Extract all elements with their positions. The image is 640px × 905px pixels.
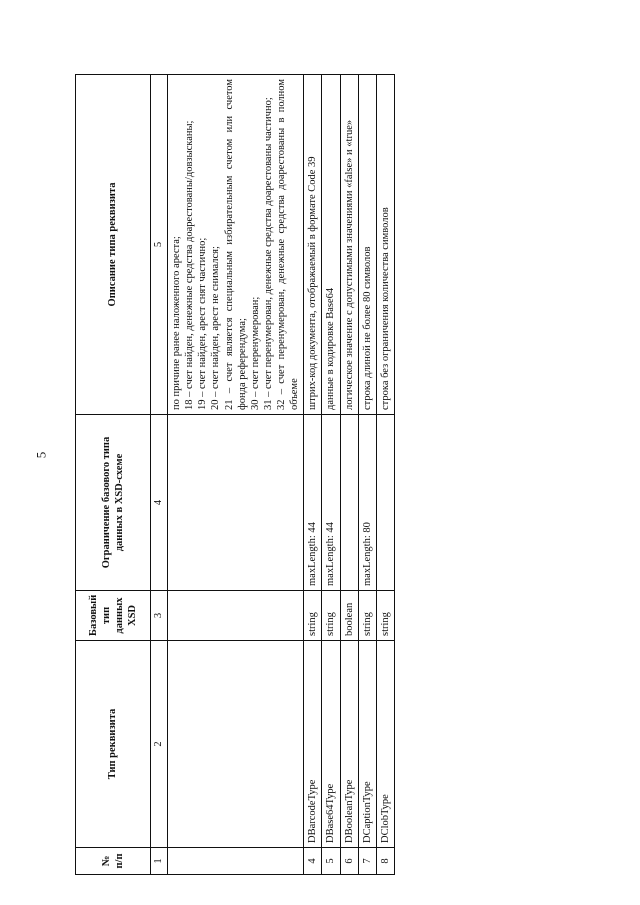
row-type: DCaptionType xyxy=(358,641,376,848)
header-base: Базовый тип данных XSD xyxy=(76,591,151,641)
page-number: 5 xyxy=(33,451,49,459)
header-num: № п/п xyxy=(76,848,151,875)
table-row xyxy=(358,75,376,875)
row-num: 6 xyxy=(340,848,358,875)
row-description: логическое значение с допустимыми значениями «false» и «true» xyxy=(340,75,358,415)
row-restriction xyxy=(340,415,358,591)
row-description: штрих-код документа, отображаемый в формате Code 39 xyxy=(304,75,322,415)
table-row xyxy=(322,75,340,875)
row-type: DBase64Type xyxy=(322,641,340,848)
continued-description-cell xyxy=(168,75,304,415)
row-base: string xyxy=(358,591,376,641)
row-base: string xyxy=(322,591,340,641)
row-num: 4 xyxy=(304,848,322,875)
table-row xyxy=(340,75,358,875)
row-description: строка длиной не более 80 символов xyxy=(358,75,376,415)
row-num: 7 xyxy=(358,848,376,875)
header-row xyxy=(76,75,151,875)
table-row xyxy=(304,75,322,875)
column-number-row xyxy=(151,75,168,875)
row-restriction: maxLength: 44 xyxy=(304,415,322,591)
row-restriction: maxLength: 44 xyxy=(322,415,340,591)
description-line: 32 – счет перенумерован, денежные средства доарестованы в полном объеме xyxy=(276,79,301,410)
column-number: 1 xyxy=(151,848,168,875)
description-line: 21 – счет является специальным избирательным счетом или счетом фонда референдума; xyxy=(223,79,248,410)
row-restriction xyxy=(376,415,394,591)
column-number: 2 xyxy=(151,641,168,848)
row-base: boolean xyxy=(340,591,358,641)
column-number: 3 xyxy=(151,591,168,641)
row-base: string xyxy=(304,591,322,641)
row-description: строка без ограничения количества символов xyxy=(376,75,394,415)
header-description: Описание типа реквизита xyxy=(76,75,151,415)
row-type: DBooleanType xyxy=(340,641,358,848)
description-line: 18 – счет найден, денежные средства доарестованы/довзысканы; xyxy=(184,120,196,410)
table-row-continued xyxy=(168,75,304,875)
description-line: 31 – счет перенумерован, денежные средства доарестованы частично; xyxy=(262,97,274,410)
header-type: Тип реквизита xyxy=(76,641,151,848)
rotated-page-content xyxy=(75,75,568,875)
row-num: 8 xyxy=(376,848,394,875)
row-restriction: maxLength: 80 xyxy=(358,415,376,591)
row-type: DBarcodeType xyxy=(304,641,322,848)
table-row xyxy=(376,75,394,875)
row-type: DClobType xyxy=(376,641,394,848)
column-number: 4 xyxy=(151,415,168,591)
column-number: 5 xyxy=(151,75,168,415)
description-line: 19 – счет найден, арест снят частично; xyxy=(197,237,209,410)
header-restriction: Ограничение базового типа данных в XSD-схеме xyxy=(76,415,151,591)
row-description: данные в кодировке Base64 xyxy=(322,75,340,415)
row-base: string xyxy=(376,591,394,641)
description-line: 20 – счет найден, арест не снимался; xyxy=(210,246,222,410)
description-line: по причине ранее наложенного ареста; xyxy=(171,236,182,410)
row-num: 5 xyxy=(322,848,340,875)
description-line: 30 – счет перенумерован; xyxy=(249,296,261,410)
data-types-table xyxy=(75,74,395,875)
